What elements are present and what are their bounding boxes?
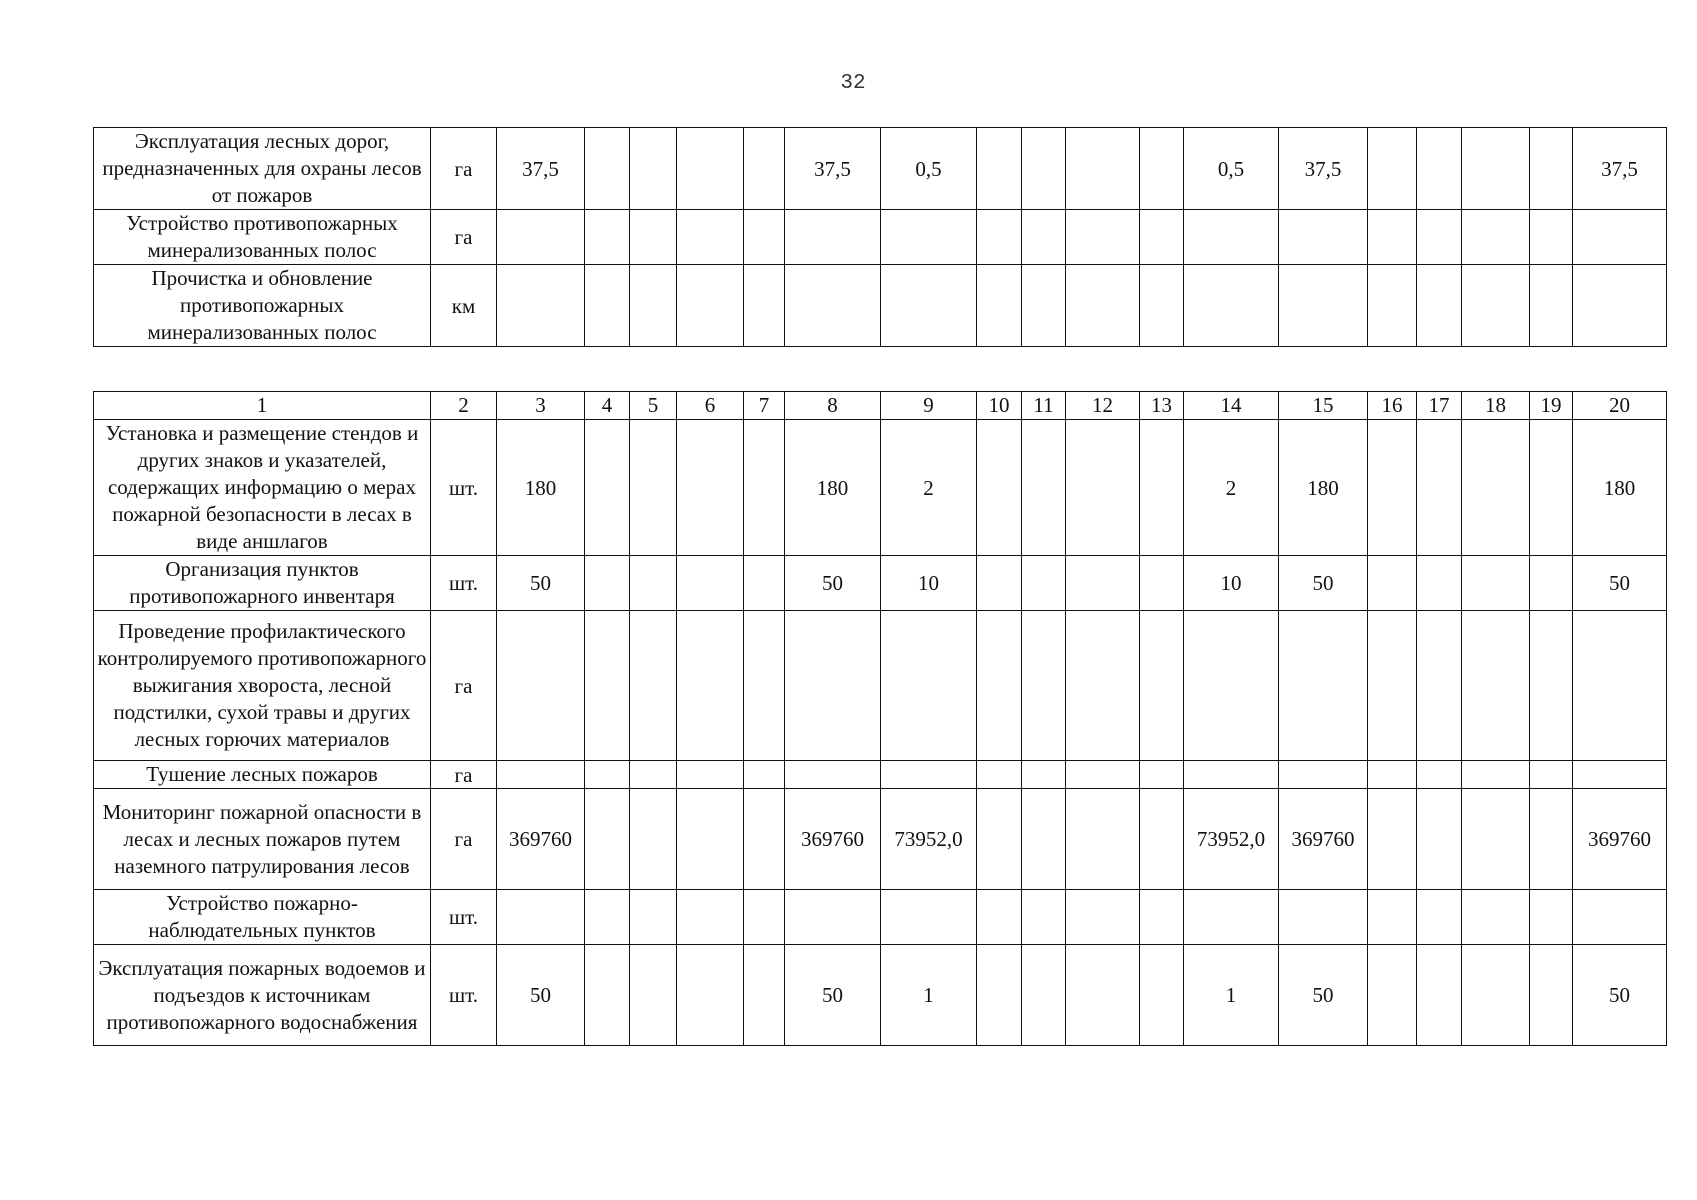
value-cell bbox=[977, 611, 1022, 761]
value-cell bbox=[1417, 265, 1462, 347]
column-number-cell: 13 bbox=[1140, 392, 1184, 420]
value-cell bbox=[1530, 556, 1573, 611]
value-cell: 180 bbox=[1279, 420, 1368, 556]
value-cell: 10 bbox=[881, 556, 977, 611]
value-cell bbox=[1140, 945, 1184, 1046]
value-cell bbox=[1140, 789, 1184, 890]
value-cell bbox=[1417, 945, 1462, 1046]
column-number-cell: 2 bbox=[431, 392, 497, 420]
value-cell bbox=[1462, 761, 1530, 789]
value-cell bbox=[1022, 420, 1066, 556]
value-cell bbox=[1462, 420, 1530, 556]
value-cell: 10 bbox=[1184, 556, 1279, 611]
value-cell bbox=[1022, 210, 1066, 265]
value-cell bbox=[744, 210, 785, 265]
value-cell bbox=[1462, 210, 1530, 265]
value-cell bbox=[585, 789, 630, 890]
value-cell bbox=[977, 265, 1022, 347]
value-cell bbox=[1066, 890, 1140, 945]
value-cell bbox=[1022, 611, 1066, 761]
table-row bbox=[94, 789, 1667, 890]
column-number-cell: 19 bbox=[1530, 392, 1573, 420]
value-cell bbox=[1368, 890, 1417, 945]
value-cell bbox=[1140, 761, 1184, 789]
value-cell bbox=[1066, 556, 1140, 611]
table-bottom-body bbox=[94, 392, 1667, 1046]
value-cell bbox=[1417, 420, 1462, 556]
table-row bbox=[94, 611, 1667, 761]
value-cell bbox=[585, 128, 630, 210]
column-number-cell: 17 bbox=[1417, 392, 1462, 420]
value-cell bbox=[1573, 210, 1667, 265]
value-cell bbox=[1066, 210, 1140, 265]
value-cell bbox=[1530, 611, 1573, 761]
value-cell bbox=[497, 265, 585, 347]
column-number-cell: 18 bbox=[1462, 392, 1530, 420]
value-cell bbox=[744, 945, 785, 1046]
value-cell bbox=[1417, 611, 1462, 761]
value-cell: 50 bbox=[1573, 556, 1667, 611]
value-cell bbox=[1022, 128, 1066, 210]
value-cell bbox=[1530, 128, 1573, 210]
unit-cell: га bbox=[431, 611, 497, 761]
value-cell: 37,5 bbox=[1573, 128, 1667, 210]
value-cell: 2 bbox=[1184, 420, 1279, 556]
value-cell: 73952,0 bbox=[1184, 789, 1279, 890]
activity-cell: Проведение профилактического контролируемого противопожарного выжигания хвороста, лесной подстилки, сухой травы и других лесных горючих материалов bbox=[94, 611, 431, 761]
value-cell bbox=[1368, 789, 1417, 890]
value-cell bbox=[1462, 945, 1530, 1046]
value-cell bbox=[1184, 265, 1279, 347]
column-number-cell: 5 bbox=[630, 392, 677, 420]
value-cell bbox=[785, 210, 881, 265]
value-cell bbox=[585, 556, 630, 611]
value-cell bbox=[1184, 890, 1279, 945]
activity-cell: Тушение лесных пожаров bbox=[94, 761, 431, 789]
value-cell bbox=[630, 556, 677, 611]
value-cell: 2 bbox=[881, 420, 977, 556]
value-cell bbox=[977, 945, 1022, 1046]
value-cell bbox=[977, 556, 1022, 611]
value-cell: 37,5 bbox=[497, 128, 585, 210]
value-cell: 50 bbox=[1279, 556, 1368, 611]
activity-cell: Эксплуатация лесных дорог, предназначенных для охраны лесов от пожаров bbox=[94, 128, 431, 210]
value-cell bbox=[1368, 556, 1417, 611]
value-cell bbox=[785, 611, 881, 761]
value-cell bbox=[497, 210, 585, 265]
table-row bbox=[94, 890, 1667, 945]
value-cell bbox=[881, 890, 977, 945]
value-cell bbox=[977, 789, 1022, 890]
value-cell bbox=[744, 420, 785, 556]
value-cell bbox=[630, 128, 677, 210]
value-cell: 180 bbox=[497, 420, 585, 556]
value-cell bbox=[677, 128, 744, 210]
column-number-cell: 10 bbox=[977, 392, 1022, 420]
value-cell: 369760 bbox=[497, 789, 585, 890]
column-number-cell: 20 bbox=[1573, 392, 1667, 420]
value-cell bbox=[1066, 789, 1140, 890]
value-cell bbox=[1066, 945, 1140, 1046]
value-cell bbox=[1417, 128, 1462, 210]
activity-cell: Устройство пожарно-наблюдательных пунктов bbox=[94, 890, 431, 945]
column-number-cell: 11 bbox=[1022, 392, 1066, 420]
value-cell bbox=[1573, 611, 1667, 761]
value-cell bbox=[1368, 128, 1417, 210]
value-cell bbox=[677, 890, 744, 945]
value-cell: 180 bbox=[785, 420, 881, 556]
column-number-cell: 4 bbox=[585, 392, 630, 420]
activity-cell: Мониторинг пожарной опасности в лесах и лесных пожаров путем наземного патрулирования лесов bbox=[94, 789, 431, 890]
value-cell bbox=[1022, 945, 1066, 1046]
activity-cell: Эксплуатация пожарных водоемов и подъездов к источникам противопожарного водоснабжения bbox=[94, 945, 431, 1046]
unit-cell: км bbox=[431, 265, 497, 347]
value-cell bbox=[1530, 789, 1573, 890]
value-cell bbox=[881, 265, 977, 347]
column-number-cell: 8 bbox=[785, 392, 881, 420]
value-cell bbox=[1462, 789, 1530, 890]
value-cell bbox=[1462, 556, 1530, 611]
value-cell bbox=[1279, 611, 1368, 761]
value-cell bbox=[1279, 210, 1368, 265]
table-row bbox=[94, 420, 1667, 556]
unit-cell: шт. bbox=[431, 556, 497, 611]
value-cell bbox=[677, 210, 744, 265]
value-cell bbox=[1368, 611, 1417, 761]
unit-cell: га bbox=[431, 128, 497, 210]
value-cell bbox=[1368, 420, 1417, 556]
value-cell: 1 bbox=[881, 945, 977, 1046]
unit-cell: га bbox=[431, 789, 497, 890]
column-number-cell: 3 bbox=[497, 392, 585, 420]
value-cell bbox=[630, 420, 677, 556]
column-number-cell: 9 bbox=[881, 392, 977, 420]
value-cell bbox=[1140, 128, 1184, 210]
value-cell: 369760 bbox=[1279, 789, 1368, 890]
value-cell bbox=[677, 789, 744, 890]
value-cell bbox=[1530, 945, 1573, 1046]
value-cell bbox=[1368, 761, 1417, 789]
value-cell bbox=[630, 611, 677, 761]
table-top-body bbox=[94, 128, 1667, 347]
value-cell: 50 bbox=[785, 945, 881, 1046]
table-row bbox=[94, 945, 1667, 1046]
value-cell bbox=[585, 890, 630, 945]
value-cell bbox=[744, 265, 785, 347]
value-cell bbox=[677, 265, 744, 347]
value-cell bbox=[1573, 761, 1667, 789]
value-cell bbox=[1022, 890, 1066, 945]
value-cell: 50 bbox=[1573, 945, 1667, 1046]
value-cell: 1 bbox=[1184, 945, 1279, 1046]
value-cell bbox=[1417, 556, 1462, 611]
value-cell bbox=[881, 611, 977, 761]
value-cell bbox=[1462, 265, 1530, 347]
fire-safety-table bbox=[93, 391, 1667, 1046]
value-cell bbox=[1140, 556, 1184, 611]
value-cell: 50 bbox=[497, 945, 585, 1046]
unit-cell: шт. bbox=[431, 945, 497, 1046]
value-cell bbox=[785, 265, 881, 347]
value-cell: 369760 bbox=[1573, 789, 1667, 890]
value-cell bbox=[977, 128, 1022, 210]
value-cell bbox=[1140, 890, 1184, 945]
value-cell bbox=[1066, 128, 1140, 210]
fire-safety-table-continued bbox=[93, 127, 1667, 347]
column-number-cell: 14 bbox=[1184, 392, 1279, 420]
value-cell bbox=[1368, 945, 1417, 1046]
value-cell bbox=[585, 265, 630, 347]
table-row bbox=[94, 556, 1667, 611]
value-cell bbox=[630, 945, 677, 1046]
value-cell bbox=[497, 890, 585, 945]
column-number-cell: 1 bbox=[94, 392, 431, 420]
value-cell bbox=[1279, 265, 1368, 347]
value-cell: 50 bbox=[785, 556, 881, 611]
value-cell bbox=[1462, 890, 1530, 945]
table-row bbox=[94, 128, 1667, 210]
value-cell: 37,5 bbox=[785, 128, 881, 210]
column-number-cell: 6 bbox=[677, 392, 744, 420]
value-cell bbox=[977, 420, 1022, 556]
value-cell bbox=[1140, 420, 1184, 556]
activity-cell: Устройство противопожарных минерализованных полос bbox=[94, 210, 431, 265]
value-cell: 37,5 bbox=[1279, 128, 1368, 210]
unit-cell: шт. bbox=[431, 420, 497, 556]
value-cell bbox=[677, 761, 744, 789]
value-cell bbox=[1022, 761, 1066, 789]
value-cell bbox=[630, 210, 677, 265]
value-cell bbox=[1368, 210, 1417, 265]
page-number: 32 bbox=[840, 72, 866, 95]
value-cell bbox=[630, 761, 677, 789]
value-cell bbox=[1417, 210, 1462, 265]
value-cell bbox=[1140, 210, 1184, 265]
value-cell bbox=[677, 420, 744, 556]
value-cell bbox=[1573, 265, 1667, 347]
value-cell bbox=[1417, 761, 1462, 789]
value-cell bbox=[1573, 890, 1667, 945]
value-cell bbox=[585, 611, 630, 761]
value-cell bbox=[1140, 611, 1184, 761]
value-cell bbox=[785, 890, 881, 945]
value-cell bbox=[1530, 761, 1573, 789]
activity-cell: Установка и размещение стендов и других знаков и указателей, содержащих информацию о мерах пожарной безопасности в лесах в виде аншлагов bbox=[94, 420, 431, 556]
value-cell bbox=[1368, 265, 1417, 347]
activity-cell: Организация пунктов противопожарного инвентаря bbox=[94, 556, 431, 611]
unit-cell: га bbox=[431, 761, 497, 789]
column-number-cell: 16 bbox=[1368, 392, 1417, 420]
value-cell bbox=[977, 210, 1022, 265]
table-row bbox=[94, 761, 1667, 789]
activity-cell: Прочистка и обновление противопожарных минерализованных полос bbox=[94, 265, 431, 347]
value-cell bbox=[1184, 761, 1279, 789]
value-cell bbox=[585, 420, 630, 556]
value-cell bbox=[1530, 210, 1573, 265]
value-cell bbox=[744, 556, 785, 611]
value-cell bbox=[881, 761, 977, 789]
value-cell: 180 bbox=[1573, 420, 1667, 556]
value-cell bbox=[677, 556, 744, 611]
value-cell bbox=[744, 890, 785, 945]
value-cell bbox=[744, 761, 785, 789]
value-cell bbox=[1279, 890, 1368, 945]
value-cell bbox=[1184, 611, 1279, 761]
value-cell bbox=[1530, 890, 1573, 945]
column-number-cell: 15 bbox=[1279, 392, 1368, 420]
value-cell: 50 bbox=[497, 556, 585, 611]
value-cell bbox=[1462, 128, 1530, 210]
value-cell: 369760 bbox=[785, 789, 881, 890]
value-cell bbox=[677, 611, 744, 761]
value-cell bbox=[1022, 789, 1066, 890]
value-cell bbox=[1530, 420, 1573, 556]
value-cell bbox=[1066, 611, 1140, 761]
value-cell bbox=[1417, 789, 1462, 890]
value-cell bbox=[1066, 265, 1140, 347]
value-cell: 50 bbox=[1279, 945, 1368, 1046]
value-cell bbox=[585, 761, 630, 789]
value-cell bbox=[630, 890, 677, 945]
value-cell bbox=[881, 210, 977, 265]
value-cell bbox=[585, 945, 630, 1046]
value-cell bbox=[497, 761, 585, 789]
value-cell bbox=[497, 611, 585, 761]
value-cell bbox=[585, 210, 630, 265]
value-cell bbox=[1279, 761, 1368, 789]
table-row bbox=[94, 210, 1667, 265]
value-cell bbox=[1462, 611, 1530, 761]
value-cell bbox=[1140, 265, 1184, 347]
value-cell bbox=[977, 761, 1022, 789]
value-cell bbox=[744, 789, 785, 890]
value-cell: 0,5 bbox=[1184, 128, 1279, 210]
value-cell bbox=[1417, 890, 1462, 945]
value-cell bbox=[1022, 265, 1066, 347]
column-number-row bbox=[94, 392, 1667, 420]
value-cell bbox=[1530, 265, 1573, 347]
unit-cell: шт. bbox=[431, 890, 497, 945]
value-cell bbox=[1022, 556, 1066, 611]
unit-cell: га bbox=[431, 210, 497, 265]
value-cell: 73952,0 bbox=[881, 789, 977, 890]
value-cell bbox=[1066, 420, 1140, 556]
value-cell bbox=[785, 761, 881, 789]
column-number-cell: 7 bbox=[744, 392, 785, 420]
value-cell bbox=[977, 890, 1022, 945]
value-cell bbox=[1066, 761, 1140, 789]
column-number-cell: 12 bbox=[1066, 392, 1140, 420]
value-cell bbox=[630, 265, 677, 347]
value-cell bbox=[630, 789, 677, 890]
value-cell bbox=[677, 945, 744, 1046]
value-cell bbox=[744, 128, 785, 210]
value-cell: 0,5 bbox=[881, 128, 977, 210]
value-cell bbox=[744, 611, 785, 761]
table-row bbox=[94, 265, 1667, 347]
value-cell bbox=[1184, 210, 1279, 265]
